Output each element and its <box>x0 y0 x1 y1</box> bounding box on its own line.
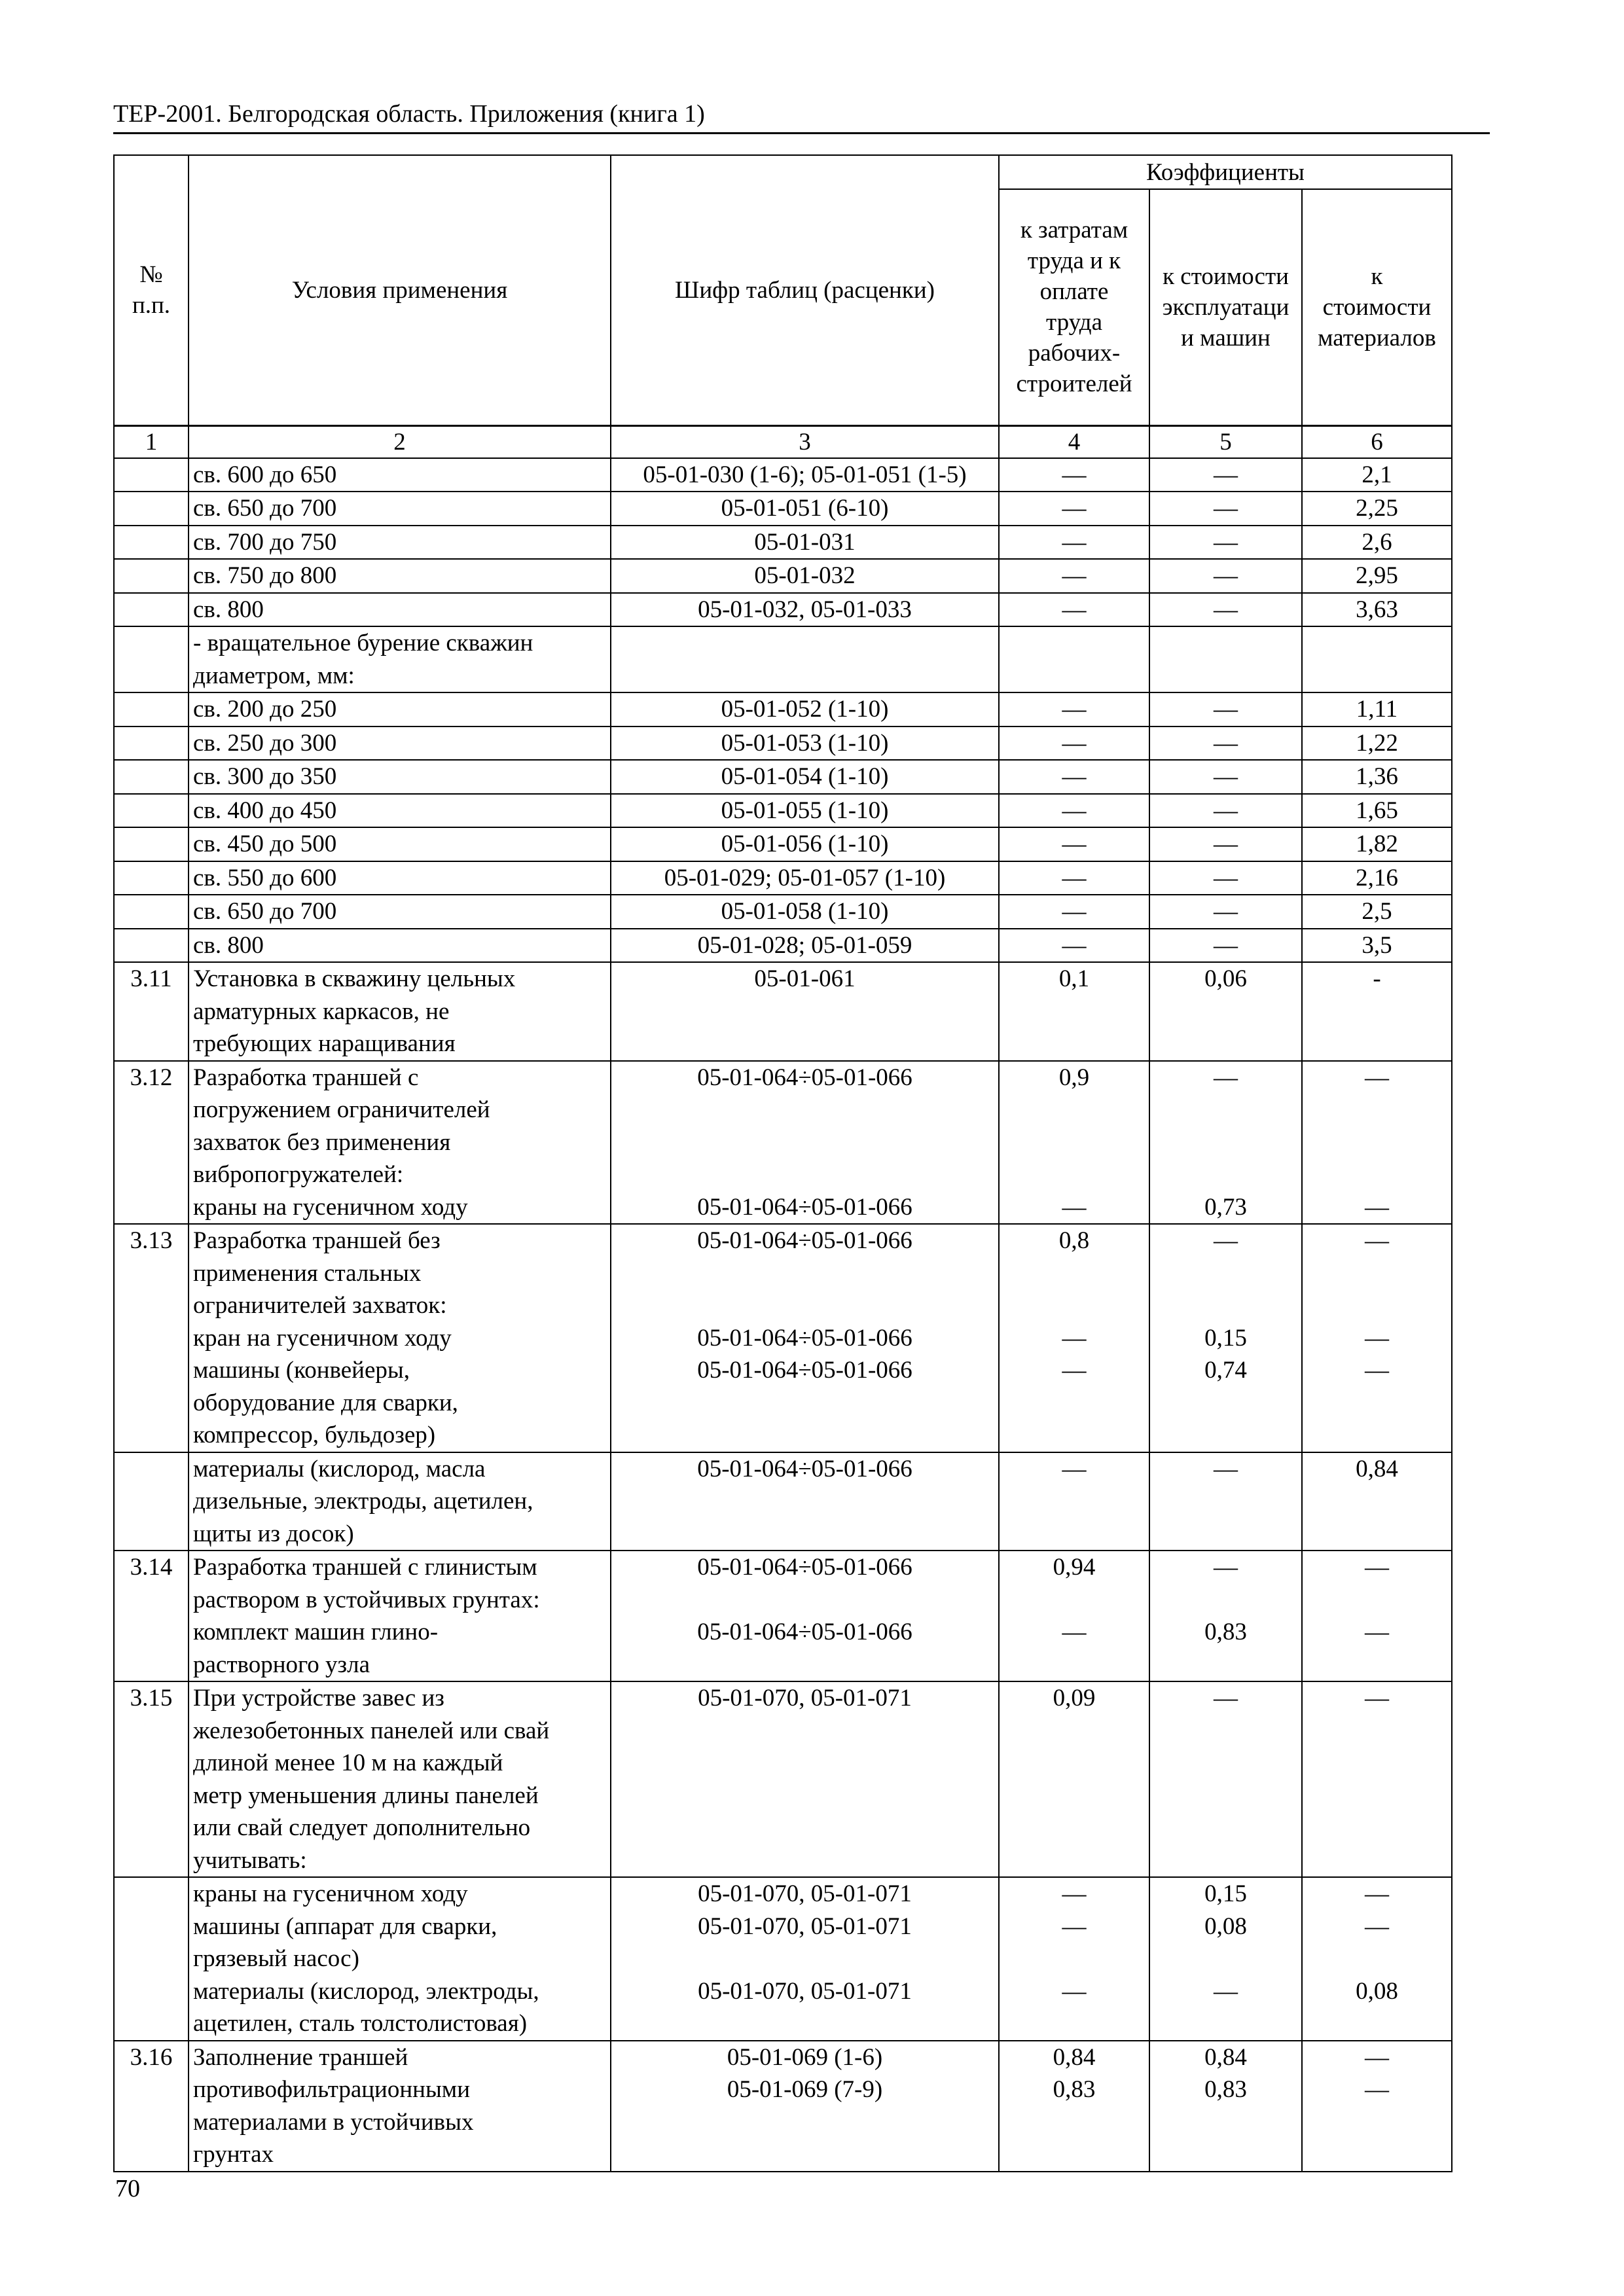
cell-labor: — <box>999 559 1149 593</box>
col-number: 6 <box>1302 425 1452 458</box>
table-row <box>114 492 1452 526</box>
cell-num: 3.15 <box>114 1681 189 1877</box>
cell-num: 3.14 <box>114 1551 189 1681</box>
header-coefficients: Коэффициенты <box>999 155 1452 189</box>
col-number: 5 <box>1149 425 1302 458</box>
cell-conditions: св. 400 до 450 <box>189 794 611 828</box>
cell-cipher: 05-01-031 <box>611 526 999 560</box>
cell-labor: — <box>999 692 1149 726</box>
cell-machines <box>1149 626 1302 692</box>
cell-cipher: 05-01-054 (1-10) <box>611 760 999 794</box>
cell-cipher: 05-01-051 (6-10) <box>611 492 999 526</box>
cell-cipher: 05-01-064÷05-01-066 05-01-064÷05-01-066 <box>611 1551 999 1681</box>
cell-machines: — 0,73 <box>1149 1061 1302 1225</box>
table-row <box>114 692 1452 726</box>
cell-conditions: св. 650 до 700 <box>189 895 611 929</box>
table-row <box>114 1061 1452 1225</box>
cell-materials: — — <box>1302 2041 1452 2172</box>
cell-materials: - <box>1302 962 1452 1061</box>
cell-machines: — <box>1149 593 1302 627</box>
cell-conditions: св. 800 <box>189 593 611 627</box>
cell-labor: 0,84 0,83 <box>999 2041 1149 2172</box>
cell-materials: 1,36 <box>1302 760 1452 794</box>
cell-conditions: краны на гусеничном ходу машины (аппарат для сварки, грязевый насос) материалы (кислород, электроды, ацетилен, сталь толстолистовая) <box>189 1877 611 2041</box>
col-number: 4 <box>999 425 1149 458</box>
cell-conditions: св. 550 до 600 <box>189 861 611 895</box>
cell-materials: 1,82 <box>1302 827 1452 861</box>
col-number: 3 <box>611 425 999 458</box>
table-row <box>114 526 1452 560</box>
cell-num <box>114 929 189 963</box>
table-row <box>114 895 1452 929</box>
table-row <box>114 929 1452 963</box>
cell-conditions: св. 600 до 650 <box>189 458 611 492</box>
cell-cipher: 05-01-029; 05-01-057 (1-10) <box>611 861 999 895</box>
cell-machines: — <box>1149 692 1302 726</box>
table-row <box>114 458 1452 492</box>
cell-conditions: св. 250 до 300 <box>189 726 611 761</box>
cell-labor: 0,9 — <box>999 1061 1149 1225</box>
cell-conditions: св. 750 до 800 <box>189 559 611 593</box>
header-materials: к стоимости материалов <box>1302 189 1452 425</box>
cell-materials: 3,63 <box>1302 593 1452 627</box>
cell-materials: 2,6 <box>1302 526 1452 560</box>
cell-machines: — <box>1149 895 1302 929</box>
cell-materials: — — <box>1302 1551 1452 1681</box>
cell-cipher: 05-01-069 (1-6) 05-01-069 (7-9) <box>611 2041 999 2172</box>
cell-machines: — 0,83 <box>1149 1551 1302 1681</box>
cell-num <box>114 726 189 761</box>
cell-conditions: Установка в скважину цельных арматурных каркасов, не требующих наращивания <box>189 962 611 1061</box>
page-number: 70 <box>115 2175 140 2202</box>
table-header <box>114 155 1452 425</box>
cell-machines: — <box>1149 861 1302 895</box>
cell-materials: 2,25 <box>1302 492 1452 526</box>
running-header: ТЕР-2001. Белгородская область. Приложения (книга 1) <box>113 97 1490 134</box>
table-row <box>114 760 1452 794</box>
cell-num <box>114 861 189 895</box>
cell-machines: 0,84 0,83 <box>1149 2041 1302 2172</box>
cell-machines: — <box>1149 760 1302 794</box>
header-num: № п.п. <box>114 155 189 425</box>
coefficients-table <box>113 154 1453 2172</box>
cell-conditions: св. 800 <box>189 929 611 963</box>
cell-num: 3.12 <box>114 1061 189 1225</box>
cell-materials: — <box>1302 1681 1452 1877</box>
cell-labor: 0,94 — <box>999 1551 1149 1681</box>
cell-materials: 3,5 <box>1302 929 1452 963</box>
cell-num <box>114 1452 189 1551</box>
cell-labor: — <box>999 593 1149 627</box>
header-conditions: Условия применения <box>189 155 611 425</box>
cell-labor: — <box>999 760 1149 794</box>
cell-cipher: 05-01-064÷05-01-066 05-01-064÷05-01-066 05-01-064÷05-01-066 <box>611 1224 999 1452</box>
cell-conditions: Заполнение траншей противофильтрационными материалами в устойчивых грунтах <box>189 2041 611 2172</box>
cell-labor: — <box>999 794 1149 828</box>
cell-num <box>114 526 189 560</box>
cell-cipher: 05-01-064÷05-01-066 <box>611 1452 999 1551</box>
cell-machines: 0,06 <box>1149 962 1302 1061</box>
cell-labor: 0,1 <box>999 962 1149 1061</box>
cell-conditions: св. 650 до 700 <box>189 492 611 526</box>
cell-cipher: 05-01-032 <box>611 559 999 593</box>
cell-machines: — <box>1149 1452 1302 1551</box>
cell-machines: — <box>1149 726 1302 761</box>
table-row <box>114 1551 1452 1681</box>
cell-cipher: 05-01-070, 05-01-071 <box>611 1681 999 1877</box>
cell-machines: — <box>1149 1681 1302 1877</box>
cell-cipher: 05-01-032, 05-01-033 <box>611 593 999 627</box>
cell-cipher: 05-01-028; 05-01-059 <box>611 929 999 963</box>
cell-cipher: 05-01-061 <box>611 962 999 1061</box>
cell-machines: — <box>1149 794 1302 828</box>
cell-materials: 2,5 <box>1302 895 1452 929</box>
col-number: 1 <box>114 425 189 458</box>
cell-num <box>114 692 189 726</box>
cell-materials: — — <box>1302 1061 1452 1225</box>
cell-labor: — <box>999 1452 1149 1551</box>
cell-labor: — <box>999 861 1149 895</box>
cell-conditions: Разработка траншей без применения стальных ограничителей захваток: кран на гусеничном ходу машины (конвейеры, оборудование для сварки, компрессор, бульдозер) <box>189 1224 611 1452</box>
cell-materials <box>1302 626 1452 692</box>
table-row <box>114 559 1452 593</box>
cell-materials: — — 0,08 <box>1302 1877 1452 2041</box>
cell-labor: — <box>999 929 1149 963</box>
cell-labor: — <box>999 458 1149 492</box>
cell-machines: — <box>1149 492 1302 526</box>
table-row <box>114 962 1452 1061</box>
cell-num <box>114 458 189 492</box>
table-row <box>114 1224 1452 1452</box>
table-row <box>114 794 1452 828</box>
table-row <box>114 1452 1452 1551</box>
cell-materials: 0,84 <box>1302 1452 1452 1551</box>
cell-machines: — <box>1149 827 1302 861</box>
cell-cipher: 05-01-058 (1-10) <box>611 895 999 929</box>
cell-labor: — <box>999 726 1149 761</box>
cell-num <box>114 626 189 692</box>
cell-num: 3.16 <box>114 2041 189 2172</box>
header-machines: к стоимости эксплуатаци и машин <box>1149 189 1302 425</box>
cell-cipher: 05-01-070, 05-01-071 05-01-070, 05-01-071 05-01-070, 05-01-071 <box>611 1877 999 2041</box>
cell-conditions: материалы (кислород, масла дизельные, электроды, ацетилен, щиты из досок) <box>189 1452 611 1551</box>
cell-conditions: При устройстве завес из железобетонных панелей или свай длиной менее 10 м на каждый метр уменьшения длины панелей или свай следует дополнительно учитывать: <box>189 1681 611 1877</box>
cell-materials: 1,65 <box>1302 794 1452 828</box>
table-row <box>114 861 1452 895</box>
cell-conditions: св. 450 до 500 <box>189 827 611 861</box>
cell-machines: 0,15 0,08 — <box>1149 1877 1302 2041</box>
cell-num: 3.11 <box>114 962 189 1061</box>
cell-conditions: Разработка траншей с глинистым раствором в устойчивых грунтах: комплект машин глино- растворного узла <box>189 1551 611 1681</box>
cell-cipher <box>611 626 999 692</box>
cell-machines: — <box>1149 559 1302 593</box>
table-row <box>114 1877 1452 2041</box>
cell-cipher: 05-01-064÷05-01-066 05-01-064÷05-01-066 <box>611 1061 999 1225</box>
column-numbers-row <box>114 425 1452 458</box>
cell-num <box>114 593 189 627</box>
cell-conditions: - вращательное бурение скважин диаметром, мм: <box>189 626 611 692</box>
cell-labor: — <box>999 492 1149 526</box>
cell-conditions: св. 200 до 250 <box>189 692 611 726</box>
cell-machines: — <box>1149 526 1302 560</box>
table-row <box>114 1681 1452 1877</box>
cell-cipher: 05-01-053 (1-10) <box>611 726 999 761</box>
cell-labor: 0,09 <box>999 1681 1149 1877</box>
cell-num: 3.13 <box>114 1224 189 1452</box>
header-labor: к затратам труда и к оплате труда рабочих- строителей <box>999 189 1149 425</box>
cell-cipher: 05-01-052 (1-10) <box>611 692 999 726</box>
cell-conditions: Разработка траншей с погружением ограничителей захваток без применения вибропогружателей: краны на гусеничном ходу <box>189 1061 611 1225</box>
cell-materials: 1,11 <box>1302 692 1452 726</box>
cell-num <box>114 827 189 861</box>
cell-labor: — <box>999 526 1149 560</box>
cell-machines: — <box>1149 929 1302 963</box>
cell-labor: — <box>999 827 1149 861</box>
cell-num <box>114 895 189 929</box>
cell-cipher: 05-01-030 (1-6); 05-01-051 (1-5) <box>611 458 999 492</box>
cell-num <box>114 492 189 526</box>
table-row <box>114 726 1452 761</box>
cell-materials: 2,16 <box>1302 861 1452 895</box>
cell-conditions: св. 300 до 350 <box>189 760 611 794</box>
col-number: 2 <box>189 425 611 458</box>
cell-num <box>114 794 189 828</box>
table-row <box>114 2041 1452 2172</box>
header-cipher: Шифр таблиц (расценки) <box>611 155 999 425</box>
cell-num <box>114 559 189 593</box>
cell-machines: — 0,15 0,74 <box>1149 1224 1302 1452</box>
cell-materials: 2,1 <box>1302 458 1452 492</box>
cell-materials: 2,95 <box>1302 559 1452 593</box>
table-body <box>114 425 1452 2172</box>
table-row <box>114 626 1452 692</box>
cell-labor: — — — <box>999 1877 1149 2041</box>
cell-num <box>114 1877 189 2041</box>
cell-materials: 1,22 <box>1302 726 1452 761</box>
cell-cipher: 05-01-055 (1-10) <box>611 794 999 828</box>
cell-labor: — <box>999 895 1149 929</box>
cell-materials: — — — <box>1302 1224 1452 1452</box>
table-row <box>114 827 1452 861</box>
cell-conditions: св. 700 до 750 <box>189 526 611 560</box>
table-row <box>114 593 1452 627</box>
cell-labor <box>999 626 1149 692</box>
cell-machines: — <box>1149 458 1302 492</box>
cell-labor: 0,8 — — <box>999 1224 1149 1452</box>
cell-cipher: 05-01-056 (1-10) <box>611 827 999 861</box>
cell-num <box>114 760 189 794</box>
